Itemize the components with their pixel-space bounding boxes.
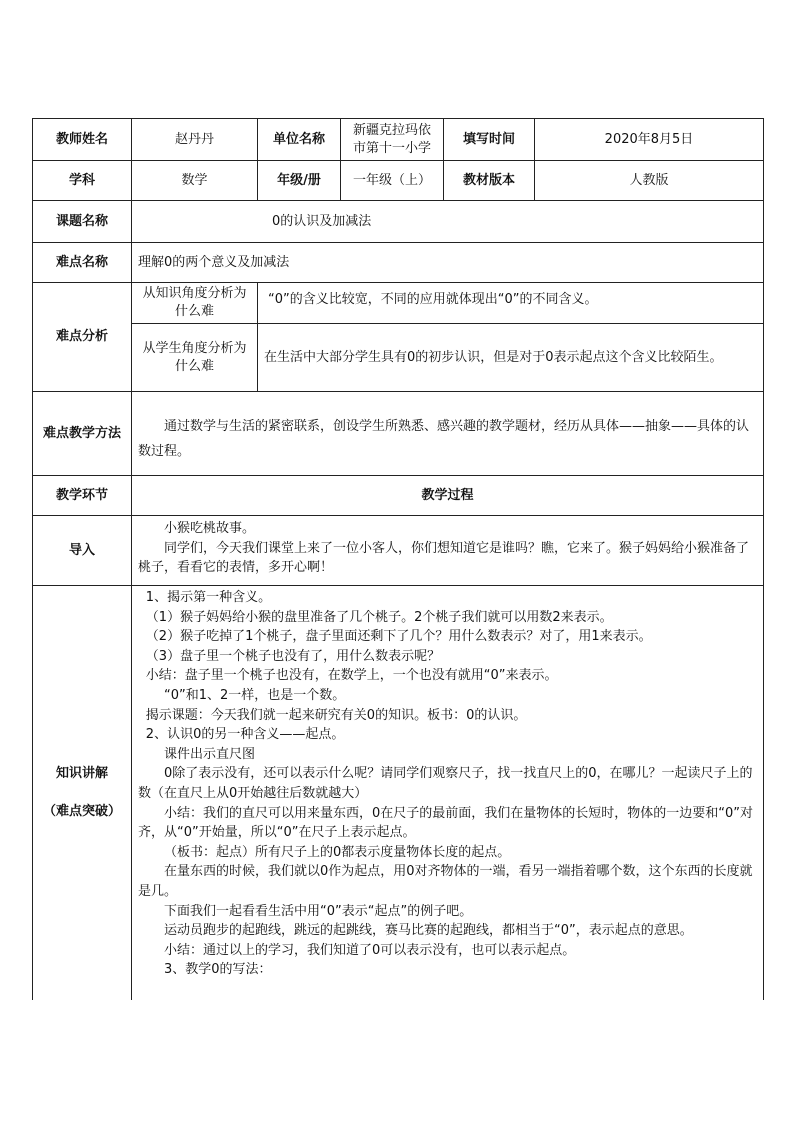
fill-date-label: 填写时间 bbox=[444, 119, 535, 161]
grade-value: 一年级（上） bbox=[341, 161, 444, 201]
knowledge-angle-text: “0”的含义比较宽，不同的应用就体现出“0”的不同含义。 bbox=[258, 283, 764, 324]
knowledge-line: （2）猴子吃掉了1个桃子，盘子里面还剩下了几个？用什么数表示？对了，用1来表示。 bbox=[145, 629, 652, 645]
info-row-1 bbox=[33, 119, 764, 161]
process-title: 教学过程 bbox=[132, 476, 764, 516]
teacher-name-label: 教师姓名 bbox=[33, 119, 132, 161]
grade-label: 年级/册 bbox=[258, 161, 341, 201]
method-row bbox=[33, 392, 764, 476]
method-text: 通过数学与生活的紧密联系，创设学生所熟悉、感兴趣的教学题材，经历从具体——抽象——具体的认数过程。 bbox=[132, 392, 764, 476]
knowledge-line: 在量东西的时候，我们就以0作为起点，用0对齐物体的一端，看另一端指着哪个数，这个东西的长度就是几。 bbox=[138, 864, 753, 899]
knowledge-line: 小结：盘子里一个桃子也没有，在数学上，一个也没有就用“0”来表示。 bbox=[145, 668, 558, 684]
student-angle-label: 从学生角度分析为什么难 bbox=[132, 324, 258, 392]
knowledge-line: （板书：起点）所有尺子上的0都表示度量物体长度的起点。 bbox=[164, 844, 511, 860]
difficulty-label: 难点名称 bbox=[33, 243, 132, 283]
difficulty-row bbox=[33, 243, 764, 283]
knowledge-line: 小结：通过以上的学习，我们知道了0可以表示没有，也可以表示起点。 bbox=[164, 942, 576, 958]
process-stage-label: 教学环节 bbox=[33, 476, 132, 516]
subject-value: 数学 bbox=[132, 161, 258, 201]
teacher-name-value: 赵丹丹 bbox=[132, 119, 258, 161]
knowledge-line: 1、揭示第一种含义。 bbox=[145, 590, 272, 605]
knowledge-line: 3、教学0的写法： bbox=[164, 962, 272, 978]
edition-value: 人教版 bbox=[535, 161, 764, 201]
unit-name-label: 单位名称 bbox=[258, 119, 341, 161]
fill-date-value: 2020年8月5日 bbox=[535, 119, 764, 161]
knowledge-sublabel: （难点突破） bbox=[42, 803, 121, 819]
analysis-label: 难点分析 bbox=[33, 283, 132, 392]
subject-label: 学科 bbox=[33, 161, 132, 201]
knowledge-line: 2、认识0的另一种含义——起点。 bbox=[145, 727, 345, 743]
intro-content bbox=[132, 516, 764, 586]
lesson-plan-table bbox=[32, 118, 764, 1000]
knowledge-line: 运动员跑步的起跑线，跳远的起跳线，赛马比赛的起跑线，都相当于“0”，表示起点的意思。 bbox=[164, 923, 693, 939]
knowledge-line: 小结：我们的直尺可以用来量东西，0在尺子的最前面，我们在量物体的长短时，物体的一边要和“0”对齐，从“0”开始量，所以“0”在尺子上表示起点。 bbox=[138, 805, 754, 841]
analysis-row-student bbox=[33, 324, 764, 392]
knowledge-line: 揭示课题：今天我们就一起来研究有关0的知识。板书：0的认识。 bbox=[145, 707, 527, 723]
knowledge-line: （1）猴子妈妈给小猴的盘里准备了几个桃子。2个桃子我们就可以用数2来表示。 bbox=[145, 609, 613, 625]
topic-row bbox=[33, 201, 764, 243]
intro-label: 导入 bbox=[33, 516, 132, 586]
knowledge-line: 下面我们一起看看生活中用“0”表示“起点”的例子吧。 bbox=[164, 903, 473, 919]
knowledge-angle-label: 从知识角度分析为什么难 bbox=[132, 283, 258, 324]
difficulty-value: 理解0的两个意义及加减法 bbox=[132, 243, 764, 283]
knowledge-label-cell bbox=[33, 586, 132, 1000]
process-header-row bbox=[33, 476, 764, 516]
knowledge-line: 0除了表示没有，还可以表示什么呢？请同学们观察尺子，找一找直尺上的0，在哪儿？一起读尺子上的数（在直尺上从0开始越往后数就越大） bbox=[138, 766, 753, 801]
topic-value: 0的认识及加减法 bbox=[132, 201, 764, 243]
knowledge-content bbox=[132, 586, 764, 1000]
knowledge-line: 课件出示直尺图 bbox=[164, 746, 256, 762]
student-angle-text: 在生活中大部分学生具有0的初步认识，但是对于0表示起点这个含义比较陌生。 bbox=[258, 324, 764, 392]
knowledge-line: “0”和1、2一样，也是一个数。 bbox=[164, 687, 346, 703]
method-label: 难点教学方法 bbox=[33, 392, 132, 476]
analysis-row-knowledge bbox=[33, 283, 764, 324]
intro-line: 小猴吃桃故事。 bbox=[164, 521, 256, 536]
knowledge-line: （3）盘子里一个桃子也没有了，用什么数表示呢？ bbox=[145, 648, 441, 664]
knowledge-row bbox=[33, 586, 764, 1000]
knowledge-label: 知识讲解 bbox=[55, 765, 108, 781]
unit-name-value: 新疆克拉玛依市第十一小学 bbox=[341, 119, 444, 161]
edition-label: 教材版本 bbox=[444, 161, 535, 201]
info-row-2 bbox=[33, 161, 764, 201]
intro-line: 同学们，今天我们课堂上来了一位小客人，你们想知道它是谁吗？瞧，它来了。猴子妈妈给小猴准备了桃子，看看它的表情，多开心啊！ bbox=[138, 540, 750, 576]
intro-row bbox=[33, 516, 764, 586]
topic-label: 课题名称 bbox=[33, 201, 132, 243]
